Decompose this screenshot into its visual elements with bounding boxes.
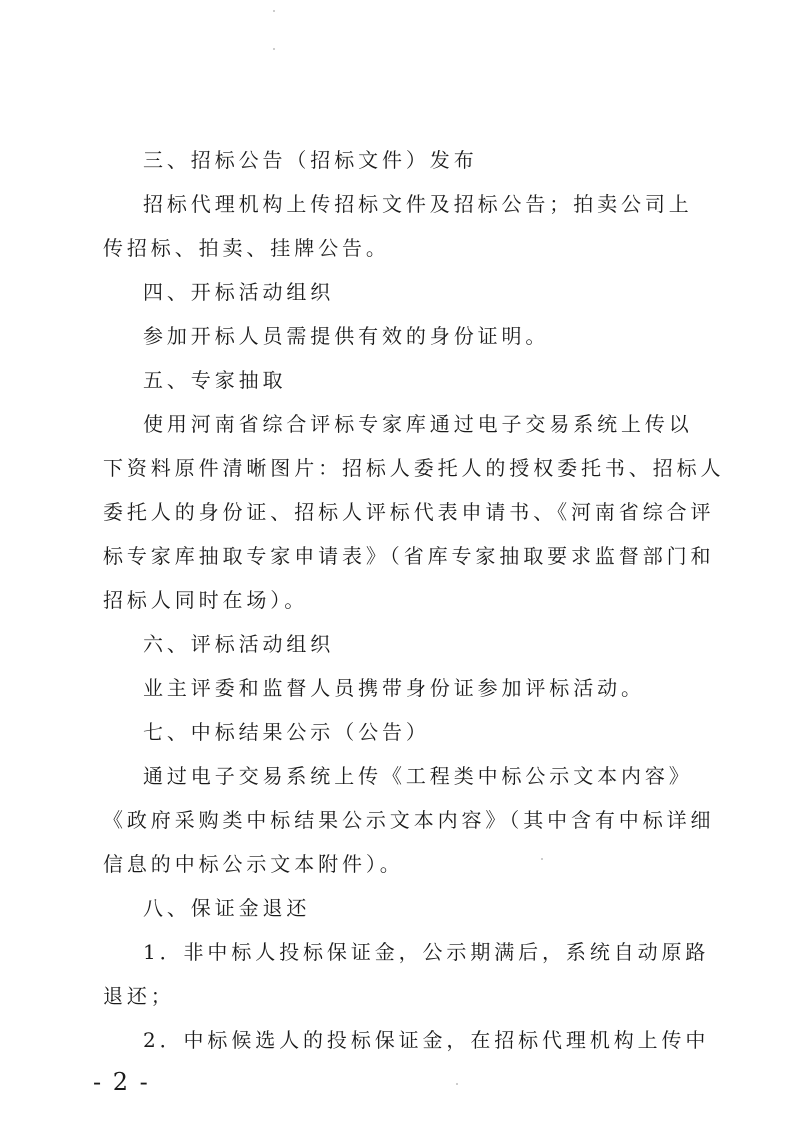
scan-speck — [541, 858, 543, 860]
paragraph-line: 信息的中标公示文本附件）。 — [103, 852, 404, 876]
list-item-continuation: 退还； — [103, 984, 175, 1008]
section-heading-4: 四、开标活动组织 — [143, 280, 335, 304]
scan-speck — [456, 1083, 458, 1085]
paragraph-line: 使用河南省综合评标专家库通过电子交易系统上传以 — [143, 412, 693, 436]
section-heading-8: 八、保证金退还 — [143, 896, 311, 920]
paragraph-line: 下资料原件清晰图片：招标人委托人的授权委托书、招标人 — [103, 456, 725, 480]
paragraph-line: 招标代理机构上传招标文件及招标公告；拍卖公司上 — [143, 192, 693, 216]
paragraph-line: 招标人同时在场）。 — [103, 588, 309, 612]
paragraph-line: 传招标、拍卖、挂牌公告。 — [103, 236, 390, 260]
list-item: 2．中标候选人的投标保证金，在招标代理机构上传中 — [143, 1028, 710, 1052]
section-heading-3: 三、招标公告（招标文件）发布 — [143, 148, 478, 172]
scan-speck — [273, 48, 275, 50]
paragraph-line: 标专家库抽取专家申请表》（省库专家抽取要求监督部门和 — [103, 544, 715, 568]
section-heading-6: 六、评标活动组织 — [143, 632, 335, 656]
scan-speck — [273, 10, 275, 12]
paragraph-line: 委托人的身份证、招标人评标代表申请书、《河南省综合评 — [103, 500, 715, 524]
section-heading-5: 五、专家抽取 — [143, 368, 287, 392]
list-item: 1．非中标人投标保证金，公示期满后，系统自动原路 — [143, 940, 710, 964]
page-number: - 2 - — [93, 1068, 150, 1096]
section-heading-7: 七、中标结果公示（公告） — [143, 720, 430, 744]
paragraph-line: 通过电子交易系统上传《工程类中标公示文本内容》 — [143, 764, 693, 788]
paragraph-line: 《政府采购类中标结果公示文本内容》（其中含有中标详细 — [103, 808, 715, 832]
paragraph-line: 业主评委和监督人员携带身份证参加评标活动。 — [143, 676, 645, 700]
paragraph-line: 参加开标人员需提供有效的身份证明。 — [143, 324, 550, 348]
